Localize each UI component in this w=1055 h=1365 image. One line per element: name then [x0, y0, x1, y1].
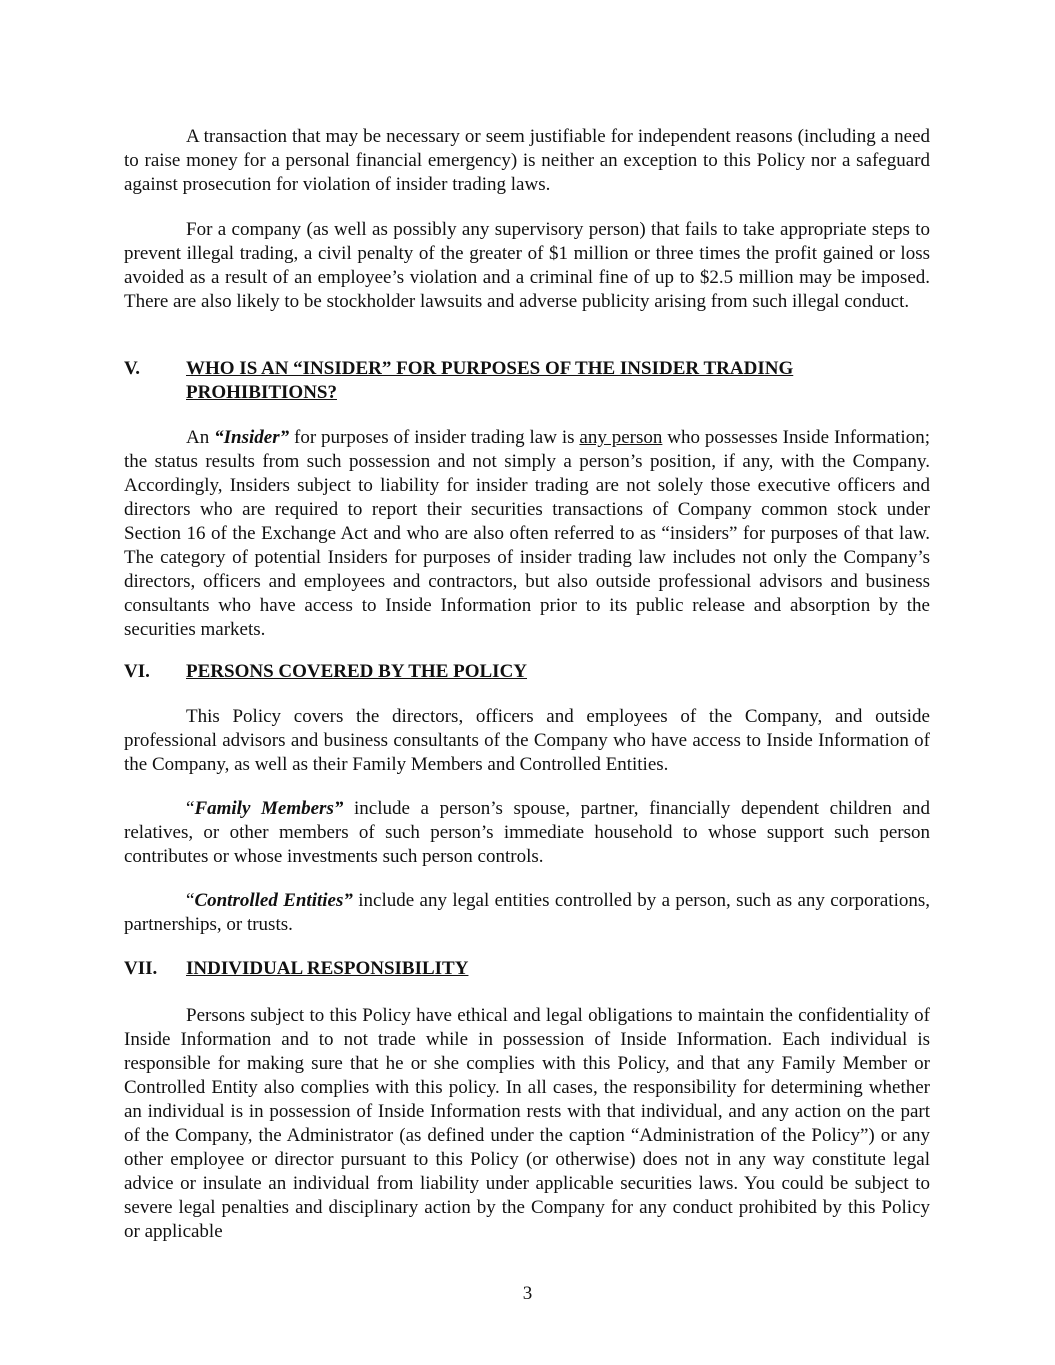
- text-run: “: [186, 890, 195, 911]
- underlined-any-person: any person: [579, 427, 663, 448]
- section-title: WHO IS AN “INSIDER” FOR PURPOSES OF THE INSIDER TRADING: [186, 358, 794, 379]
- paragraph-individual-responsibility: Persons subject to this Policy have ethical and legal obligations to maintain the confidentiality of Inside Information and to not trade while in possession of Inside Information. Each individual is responsible for making sure that he or she complies with this Policy, and that any Family Member or Controlled Entity also complies with this policy. In all cases, the responsibility for determining whether an individual is in possession of Inside Information rests with that individual, and any action on the part of the Company, the Administrator (as defined under the caption “Administration of the Policy”) or any other employee or director pursuant to this Policy (or otherwise) does not in any way constitute legal advice or insulate an individual from liability under applicable securities laws. You could be subject to severe legal penalties and disciplinary action by the Company for any conduct prohibited by this Policy or applicable: [124, 1005, 930, 1242]
- text-run: include any legal entities controlled by a person, such as any corporations, partnerships, or trusts.: [124, 890, 930, 935]
- section-title: PERSONS COVERED BY THE POLICY: [186, 661, 528, 682]
- section-title: INDIVIDUAL RESPONSIBILITY: [186, 958, 469, 979]
- text-run: for purposes of insider trading law is: [289, 427, 580, 448]
- text-run: An: [186, 427, 215, 448]
- paragraph-transaction-exception: A transaction that may be necessary or seem justifiable for independent reasons (including a need to raise money for a personal financial emergency) is neither an exception to this Policy nor a safeguard against prosecution for violation of insider trading laws.: [124, 126, 930, 195]
- defined-term-family-members: Family Members”: [194, 798, 344, 819]
- section-heading-v: [124, 357, 930, 405]
- paragraph-family-members: [124, 797, 930, 869]
- text-run: who possesses Inside Information; the status results from such possession and not simply a person’s position, if any, with the Company. Accordingly, Insiders subject to liability for insider trading are not solely those executive officers and directors who are required to report their securities transactions of Company common stock under Section 16 of the Exchange Act and who are also often referred to as “insiders” for purposes of that law. The category of potential Insiders for purposes of insider trading law includes not only the Company’s directors, officers and employees and contractors, but also outside professional advisors and business consultants who have access to Inside Information prior to its public release and absorption by the securities markets.: [124, 427, 930, 640]
- paragraph-controlled-entities: [124, 889, 930, 937]
- section-title-continued: PROHIBITIONS?: [186, 382, 337, 403]
- paragraph-insider-definition: [124, 426, 930, 642]
- text-run: include a person’s spouse, partner, financially dependent children and relatives, or other members of such person’s immediate household to whose support such person contributes or whose investments such person controls.: [124, 798, 930, 867]
- section-number: V.: [124, 358, 141, 379]
- section-heading-vii: [124, 957, 930, 981]
- text-run: “: [186, 798, 195, 819]
- paragraph-policy-coverage: This Policy covers the directors, officers and employees of the Company, and outside professional advisors and business consultants of the Company who have access to Inside Information of the Company, as well as their Family Members and Controlled Entities.: [124, 706, 930, 775]
- defined-term-controlled-entities: Controlled Entities”: [194, 890, 353, 911]
- page-number: 3: [522, 1283, 533, 1304]
- section-number: VII.: [124, 958, 158, 979]
- defined-term-insider: “Insider”: [214, 427, 290, 448]
- section-number: VI.: [124, 661, 150, 682]
- section-heading-vi: [124, 660, 930, 684]
- paragraph-company-penalty: For a company (as well as possibly any supervisory person) that fails to take appropriate steps to prevent illegal trading, a civil penalty of the greater of $1 million or three times the profit gained or loss avoided as a result of an employee’s violation and a criminal fine of up to $2.5 million may be imposed. There are also likely to be stockholder lawsuits and adverse publicity arising from such illegal conduct.: [124, 219, 930, 312]
